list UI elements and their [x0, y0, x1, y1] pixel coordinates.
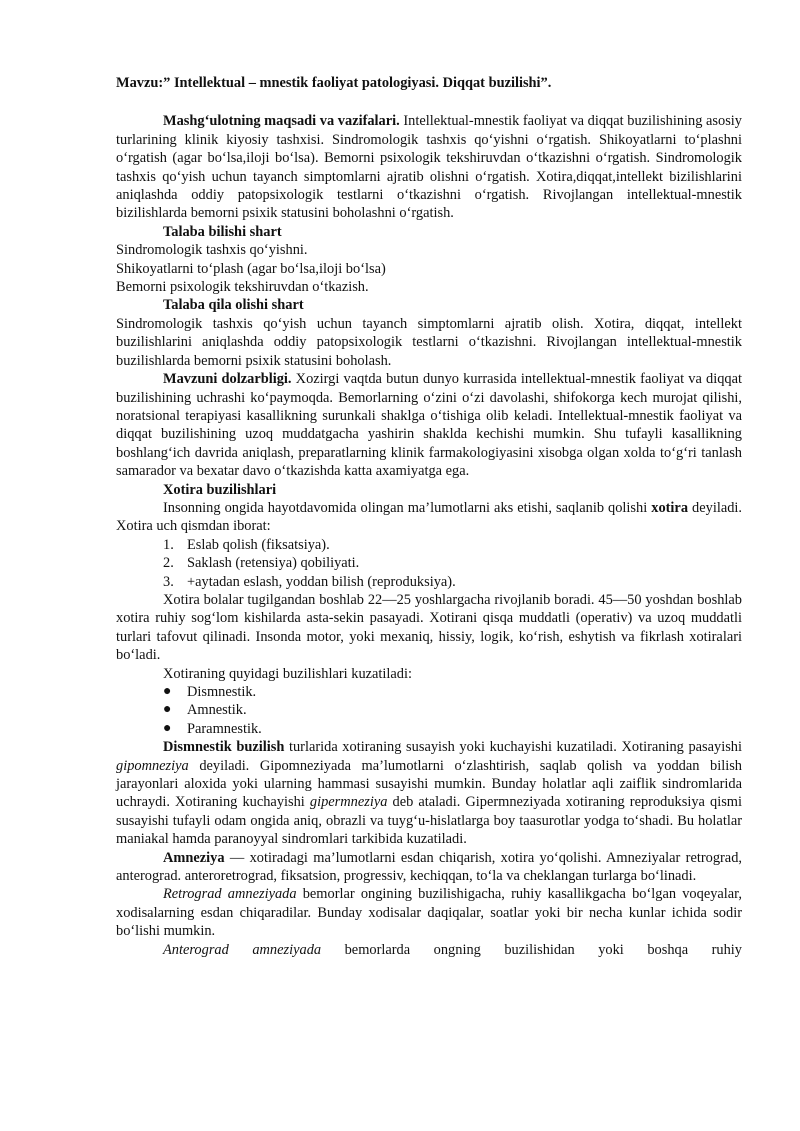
memory-intro: Insonning ongida hayotdavomida olingan ma’lumotlarni aks etishi, saqlanib qolishi xotira deyiladi. Xotira uch qismdan iborat: — [116, 499, 742, 535]
list-item: 1. Eslab qolish (fiksatsiya). — [163, 536, 330, 553]
know-heading: Talaba bilishi shart — [163, 223, 282, 240]
document-page — [116, 74, 742, 959]
bullet-icon: ● — [163, 720, 172, 736]
memory-term: xotira — [651, 499, 689, 516]
document-title: Mavzu:” Intellektual – mnestik faoliyat patologiyasi. Diqqat buzilishi”. — [116, 75, 552, 91]
relevance-text: Xozirgi vaqtda butun dunyo kurrasida intellektual-mnestik faoliyat va diqqat buzilishining uchrashi ko‘paymoqda. Bemorlarning o‘zini o‘zi davolashi, shifokorga kech murojat qilishi, noratsional terapiyasi kasallikning surunkali shaklga o‘tishiga olib keladi. Intellektual-mnestik faoliyat va diqqat buzilishining uzoq muddatgacha yashirin shaklda kechishi mumkin. Shu tufayli kasallikning boshlang‘ich davrida aniqlash, preparatlarning klinik farmakologiyasini xisobga olgan xolda to‘g‘ri tanlash samarador va bexatar davo o‘tkazishda katta axamiyatga ega. — [116, 371, 742, 480]
memory-disorders-list — [116, 683, 742, 738]
memory-parts-list — [116, 536, 742, 591]
know-line-3: Bemorni psixologik tekshiruvdan o‘tkazish. — [116, 279, 369, 296]
list-item: 3. +aytadan eslash, yoddan bilish (reproduksiya). — [163, 573, 456, 590]
can-heading: Talaba qila olishi shart — [163, 297, 304, 314]
know-line-1: Sindromologik tashxis qo‘yishni. — [116, 242, 308, 259]
list-item: 2. Saklash (retensiya) qobiliyati. — [163, 555, 360, 572]
goals-text: Intellektual-mnestik faoliyat va diqqat buzilishining asosiy turlarining klinik kiyosiy tashxisi. Sindromologik tashxis qo‘yishni o‘rgatish. Shikoyatlarni to‘plashni o‘rgatish (agar bo‘lsa,iloji bo‘lsa). Bemorni psixologik tekshiruvdan o‘tkazishni o‘rgatish. Sindromologik tashxis qo‘yish uchun tayanch simptomlarni ajratib olishni o‘rgatish. Xotira,diqqat,intellekt bizilishlarini aniqlashda oddiy patopsixologik testlarni o‘tkazishni o‘rgatish. Rivojlangan intellektual-mnestik bizilishlarda bemorni psixik statusini boholashni o‘rgatish. — [116, 113, 743, 222]
relevance-heading: Mavzuni dolzarbligi. — [163, 371, 292, 388]
retrograde-paragraph: Retrograd amneziyada bemorlar ongining buzilishigacha, ruhiy kasallikgacha bo‘lgan voqeyalar, xodisalarning esdan chiqaradilar. Bunday xodisalar daqiqalar, soatlar yoki bir necha kunlar ichida sodir bo‘lishi mumkin. — [116, 886, 742, 940]
amnesia-paragraph: Amneziya — xotiradagi ma’lumotlarni esdan chiqarish, xotira yo‘qolishi. Amneziyalar retrograd, anterograd. anteroretrograd, fiksatsion, progressiv, kechiqqan, to‘la va cheklangan turlarga bo‘linadi. — [116, 849, 742, 885]
list-item: ● Paramnestik. — [163, 720, 262, 737]
can-paragraph: Sindromologik tashxis qo‘yish uchun tayanch simptomlarni ajratib olish. Xotira, diqqat, intellekt buzilishlarini aniqlashda oddiy patopsixologik testlarni o‘tkazishni. Rivojlangan intellektual-mnestik buzilishlarda bemorni psixik statusini boholash. — [116, 315, 742, 369]
goals-heading: Mashg‘ulotning maqsadi va vazifalari. — [163, 113, 400, 130]
bullet-icon: ● — [163, 684, 172, 699]
know-line-2: Shikoyatlarni to‘plash (agar bo‘lsa,iloji bo‘lsa) — [116, 260, 386, 277]
goals-paragraph — [116, 112, 742, 222]
anterograde-paragraph: Anterograd amneziyada bemorlarda ongning buzilishidan yoki boshqa ruhiy — [163, 941, 742, 958]
list-item: ● Dismnestik. — [163, 684, 257, 700]
memory-development-paragraph: Xotira bolalar tugilgandan boshlab 22—25 yoshlargacha rivojlanib boradi. 45—50 yoshdan boshlab xotira ruhiy sog‘lom kishilarda asta-sekin pasayadi. Xotirani qisqa muddatli (operativ) va uzoq muddatli turlari tafovut qilinadi. Insonda motor, yoki mexaniq, hissiy, logik, ko‘rish, eshytish va fikrlash xotiralari bo‘ladi. — [116, 591, 742, 664]
list-item: ● Amnestik. — [163, 702, 247, 719]
memory-observed-line: Xotiraning quyidagi buzilishlari kuzatiladi: — [163, 665, 412, 682]
dysmnestic-paragraph: Dismnestik buzilish turlarida xotiraning susayish yoki kuchayishi kuzatiladi. Xotiraning pasayishi gipomneziya deyiladi. Gipomneziyada ma’lumotlarni o‘zlashtirish, saqlab qolish va yoddan bilish jarayonlari aloxida yoki ularning hammasi susayishi mumkin. Bunday holatlar aqli zaiflik sindromlarida uchraydi. Xotiraning kuchayishi gipermneziya deb ataladi. Gipermneziyada xotiraning reproduksiya qismi susayishi tufayli odam ongida aniq, obrazli va tuyg‘u-hislatlarga boy taasurotlar yodga to‘shadi. Bu holatlar maniakal hamda paranoyyal sindromlari tarkibida kuzatiladi. — [116, 739, 743, 848]
relevance-paragraph — [116, 370, 742, 480]
bullet-icon: ● — [163, 702, 172, 718]
memory-heading: Xotira buzilishlari — [163, 481, 277, 498]
